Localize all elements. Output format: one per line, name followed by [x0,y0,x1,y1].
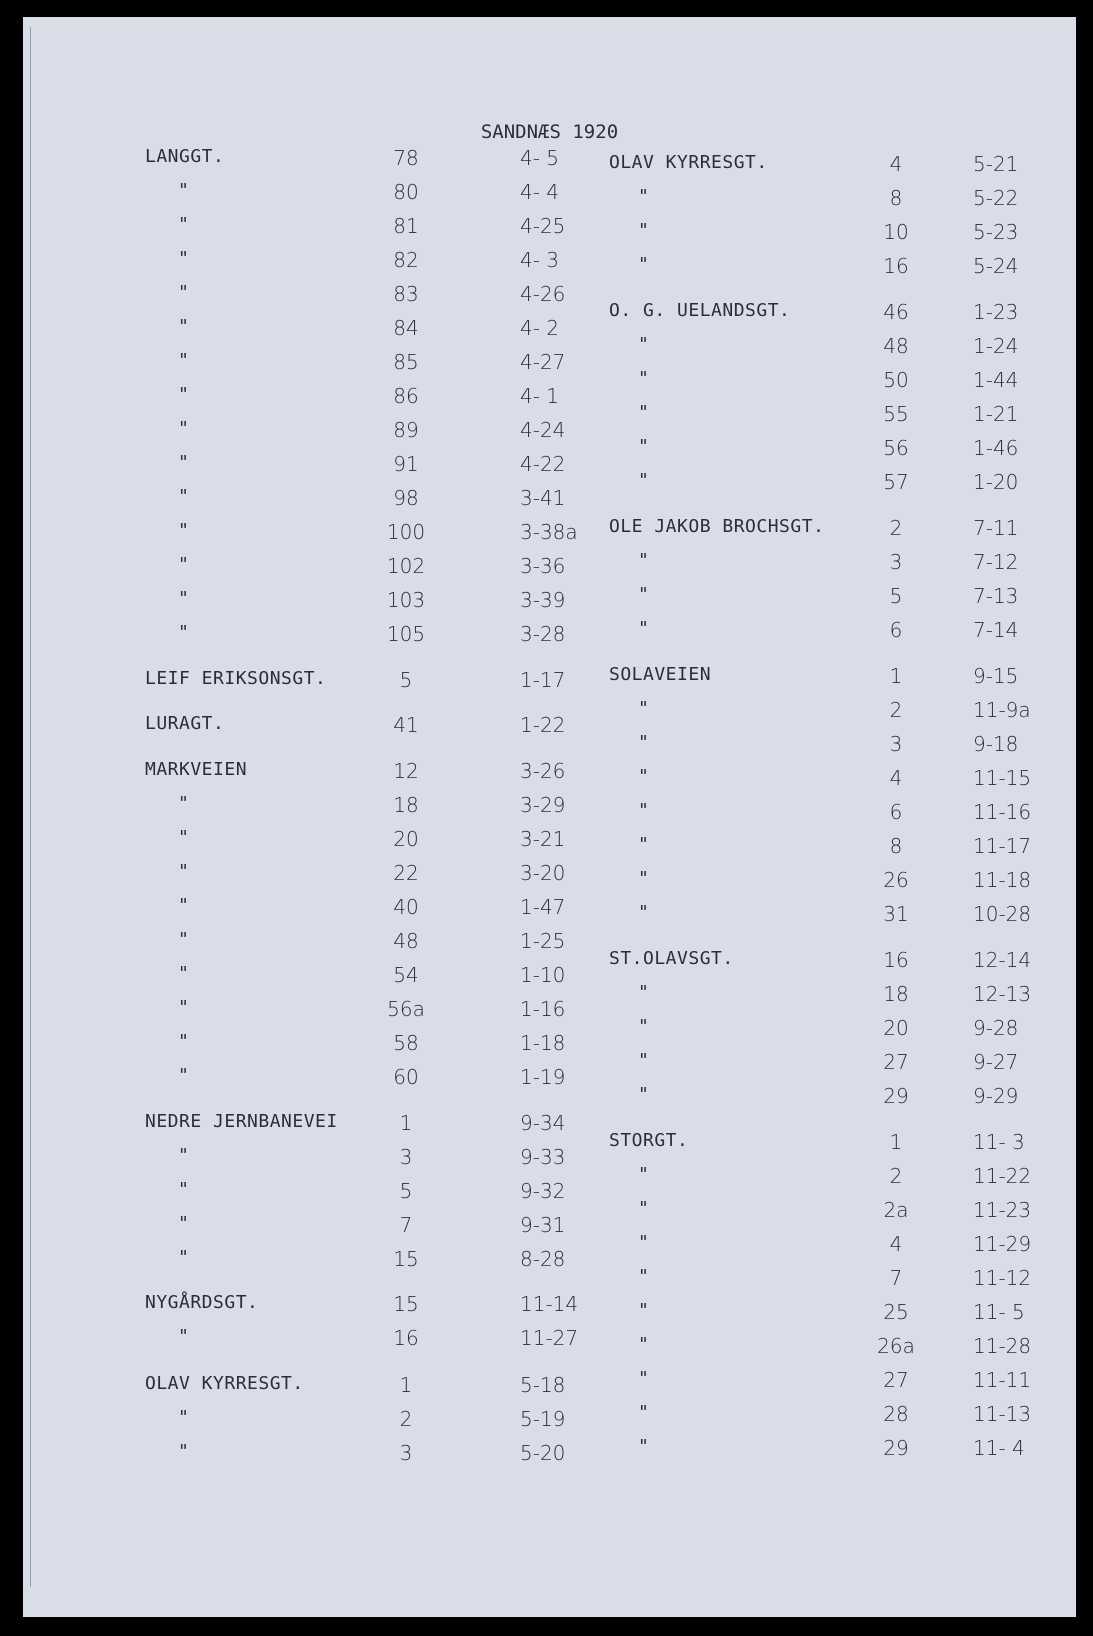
ditto-mark: " [638,982,649,1003]
register-code: 3-36 [520,554,566,578]
register-code: 11-22 [973,1164,1032,1188]
house-number: 100 [386,520,426,544]
register-code: 12-13 [973,982,1032,1006]
house-number: 48 [393,929,419,953]
register-code: 5-20 [520,1441,566,1465]
register-code: 4- 3 [520,248,560,272]
ditto-mark: " [178,418,189,439]
register-code: 11-11 [973,1368,1032,1392]
house-number: 5 [399,1179,413,1203]
house-number: 16 [883,948,909,972]
register-code: 1-22 [520,713,566,737]
register-code: 5-23 [973,220,1019,244]
ditto-mark: " [178,1407,189,1428]
street-name: MARKVEIEN [145,759,248,780]
house-number: 26a [877,1334,915,1358]
street-name: ST.OLAVSGT. [609,948,734,969]
register-code: 11-16 [973,800,1032,824]
house-number: 2 [889,516,903,540]
register-code: 4-25 [520,214,566,238]
register-code: 4- 2 [520,316,560,340]
ditto-mark: " [178,384,189,405]
ditto-mark: " [178,214,189,235]
register-code: 4- 5 [520,146,560,170]
register-code: 11- 5 [973,1300,1025,1324]
house-number: 3 [399,1441,413,1465]
ditto-mark: " [638,766,649,787]
register-code: 11-12 [973,1266,1032,1290]
ditto-mark: " [638,1368,649,1389]
ditto-mark: " [178,997,189,1018]
ditto-mark: " [638,1266,649,1287]
register-code: 11- 4 [973,1436,1025,1460]
register-code: 1-46 [973,436,1019,460]
ditto-mark: " [638,1164,649,1185]
register-code: 10-28 [973,902,1032,926]
house-number: 85 [393,350,419,374]
ditto-mark: " [178,452,189,473]
register-code: 9-34 [520,1111,566,1135]
register-code: 5-24 [973,254,1019,278]
house-number: 22 [393,861,419,885]
register-code: 11-13 [973,1402,1032,1426]
register-code: 11-15 [973,766,1032,790]
register-code: 4-27 [520,350,566,374]
register-code: 1-20 [973,470,1019,494]
register-code: 1-17 [520,668,566,692]
register-code: 1-10 [520,963,566,987]
house-number: 5 [889,584,903,608]
house-number: 86 [393,384,419,408]
house-number: 26 [883,868,909,892]
house-number: 48 [883,334,909,358]
house-number: 10 [883,220,909,244]
house-number: 8 [889,186,903,210]
ditto-mark: " [638,254,649,275]
ditto-mark: " [638,834,649,855]
house-number: 41 [393,713,419,737]
house-number: 57 [883,470,909,494]
ditto-mark: " [178,180,189,201]
register-code: 1-24 [973,334,1019,358]
register-code: 3-29 [520,793,566,817]
house-number: 29 [883,1084,909,1108]
ditto-mark: " [638,186,649,207]
register-code: 12-14 [973,948,1032,972]
house-number: 3 [889,550,903,574]
register-code: 4-22 [520,452,566,476]
street-name: OLAV KYRRESGT. [145,1373,304,1394]
ditto-mark: " [178,622,189,643]
register-code: 11-9a [973,698,1031,722]
ditto-mark: " [638,1334,649,1355]
ditto-mark: " [178,895,189,916]
register-code: 8-28 [520,1247,566,1271]
register-code: 1-18 [520,1031,566,1055]
ditto-mark: " [638,334,649,355]
house-number: 3 [889,732,903,756]
house-number: 40 [393,895,419,919]
register-code: 9-18 [973,732,1019,756]
register-code: 9-27 [973,1050,1019,1074]
ditto-mark: " [178,793,189,814]
register-code: 9-15 [973,664,1019,688]
register-code: 11-27 [520,1326,579,1350]
house-number: 4 [889,1232,903,1256]
house-number: 18 [883,982,909,1006]
ditto-mark: " [638,470,649,491]
ditto-mark: " [638,800,649,821]
house-number: 83 [393,282,419,306]
house-number: 16 [393,1326,419,1350]
ditto-mark: " [638,1198,649,1219]
ditto-mark: " [178,963,189,984]
house-number: 46 [883,300,909,324]
house-number: 4 [889,152,903,176]
house-number: 55 [883,402,909,426]
register-code: 7-11 [973,516,1019,540]
ditto-mark: " [638,1050,649,1071]
ditto-mark: " [178,1179,189,1200]
house-number: 91 [393,452,419,476]
ditto-mark: " [638,1436,649,1457]
register-code: 4-24 [520,418,566,442]
register-code: 3-21 [520,827,566,851]
register-code: 4-26 [520,282,566,306]
house-number: 89 [393,418,419,442]
register-code: 1-23 [973,300,1019,324]
house-number: 1 [399,1373,413,1397]
street-name: OLAV KYRRESGT. [609,152,768,173]
ditto-mark: " [638,698,649,719]
house-number: 80 [393,180,419,204]
ditto-mark: " [178,1326,189,1347]
street-name: OLE JAKOB BROCHSGT. [609,516,825,537]
house-number: 58 [393,1031,419,1055]
house-number: 2 [889,698,903,722]
house-number: 3 [399,1145,413,1169]
ditto-mark: " [178,1145,189,1166]
register-code: 9-28 [973,1016,1019,1040]
ditto-mark: " [638,732,649,753]
ditto-mark: " [638,368,649,389]
ditto-mark: " [178,248,189,269]
house-number: 2a [883,1198,909,1222]
street-name: NYGÅRDSGT. [145,1292,259,1313]
house-number: 78 [393,146,419,170]
house-number: 7 [399,1213,413,1237]
register-code: 1-44 [973,368,1019,392]
house-number: 27 [883,1368,909,1392]
house-number: 50 [883,368,909,392]
house-number: 81 [393,214,419,238]
house-number: 56 [883,436,909,460]
ditto-mark: " [638,220,649,241]
ditto-mark: " [638,1300,649,1321]
ditto-mark: " [178,929,189,950]
house-number: 1 [889,664,903,688]
ditto-mark: " [178,861,189,882]
register-code: 1-25 [520,929,566,953]
register-code: 9-29 [973,1084,1019,1108]
register-code: 3-38a [520,520,578,544]
house-number: 25 [883,1300,909,1324]
register-code: 9-32 [520,1179,566,1203]
ditto-mark: " [638,1232,649,1253]
register-code: 1-21 [973,402,1019,426]
register-code: 1-16 [520,997,566,1021]
register-code: 11-28 [973,1334,1032,1358]
house-number: 4 [889,766,903,790]
ditto-mark: " [178,827,189,848]
street-name: LURAGT. [145,713,225,734]
street-name: STORGT. [609,1130,689,1151]
register-code: 1-47 [520,895,566,919]
page-margin-line [30,27,31,1587]
house-number: 103 [386,588,426,612]
ditto-mark: " [638,402,649,423]
house-number: 29 [883,1436,909,1460]
ditto-mark: " [638,1084,649,1105]
register-code: 3-26 [520,759,566,783]
ditto-mark: " [638,584,649,605]
register-code: 4- 1 [520,384,560,408]
ditto-mark: " [178,554,189,575]
ditto-mark: " [178,1213,189,1234]
ditto-mark: " [178,350,189,371]
street-name: LANGGT. [145,146,225,167]
house-number: 15 [393,1292,419,1316]
page-title: SANDNÆS 1920 [480,121,619,143]
house-number: 102 [386,554,426,578]
ditto-mark: " [638,902,649,923]
ditto-mark: " [178,520,189,541]
house-number: 20 [883,1016,909,1040]
house-number: 1 [399,1111,413,1135]
register-code: 3-41 [520,486,566,510]
register-code: 3-20 [520,861,566,885]
house-number: 1 [889,1130,903,1154]
register-code: 5-19 [520,1407,566,1431]
house-number: 16 [883,254,909,278]
ditto-mark: " [178,316,189,337]
register-code: 5-22 [973,186,1019,210]
register-code: 11-29 [973,1232,1032,1256]
register-code: 11-18 [973,868,1032,892]
ditto-mark: " [178,1247,189,1268]
ditto-mark: " [178,282,189,303]
ditto-mark: " [638,1402,649,1423]
ditto-mark: " [638,550,649,571]
house-number: 2 [889,1164,903,1188]
ditto-mark: " [178,1031,189,1052]
house-number: 6 [889,618,903,642]
house-number: 54 [393,963,419,987]
register-code: 5-21 [973,152,1019,176]
house-number: 6 [889,800,903,824]
register-code: 4- 4 [520,180,560,204]
house-number: 8 [889,834,903,858]
house-number: 56a [387,997,425,1021]
ditto-mark: " [178,486,189,507]
register-code: 9-31 [520,1213,566,1237]
street-name: NEDRE JERNBANEVEI [145,1111,338,1132]
house-number: 7 [889,1266,903,1290]
register-code: 7-13 [973,584,1019,608]
register-code: 11- 3 [973,1130,1025,1154]
register-code: 7-14 [973,618,1019,642]
house-number: 15 [393,1247,419,1271]
register-code: 3-28 [520,622,566,646]
register-code: 11-23 [973,1198,1032,1222]
house-number: 60 [393,1065,419,1089]
ditto-mark: " [178,1441,189,1462]
house-number: 84 [393,316,419,340]
document-page [23,17,1076,1617]
house-number: 12 [393,759,419,783]
house-number: 98 [393,486,419,510]
register-code: 11-14 [520,1292,579,1316]
house-number: 31 [883,902,909,926]
register-code: 3-39 [520,588,566,612]
house-number: 105 [386,622,426,646]
register-code: 1-19 [520,1065,566,1089]
house-number: 18 [393,793,419,817]
house-number: 27 [883,1050,909,1074]
street-name: SOLAVEIEN [609,664,712,685]
ditto-mark: " [178,1065,189,1086]
register-code: 5-18 [520,1373,566,1397]
register-code: 11-17 [973,834,1032,858]
register-code: 9-33 [520,1145,566,1169]
house-number: 20 [393,827,419,851]
house-number: 2 [399,1407,413,1431]
house-number: 5 [399,668,413,692]
ditto-mark: " [638,618,649,639]
ditto-mark: " [178,588,189,609]
house-number: 28 [883,1402,909,1426]
ditto-mark: " [638,1016,649,1037]
street-name: O. G. UELANDSGT. [609,300,791,321]
register-code: 7-12 [973,550,1019,574]
house-number: 82 [393,248,419,272]
ditto-mark: " [638,868,649,889]
ditto-mark: " [638,436,649,457]
street-name: LEIF ERIKSONSGT. [145,668,327,689]
